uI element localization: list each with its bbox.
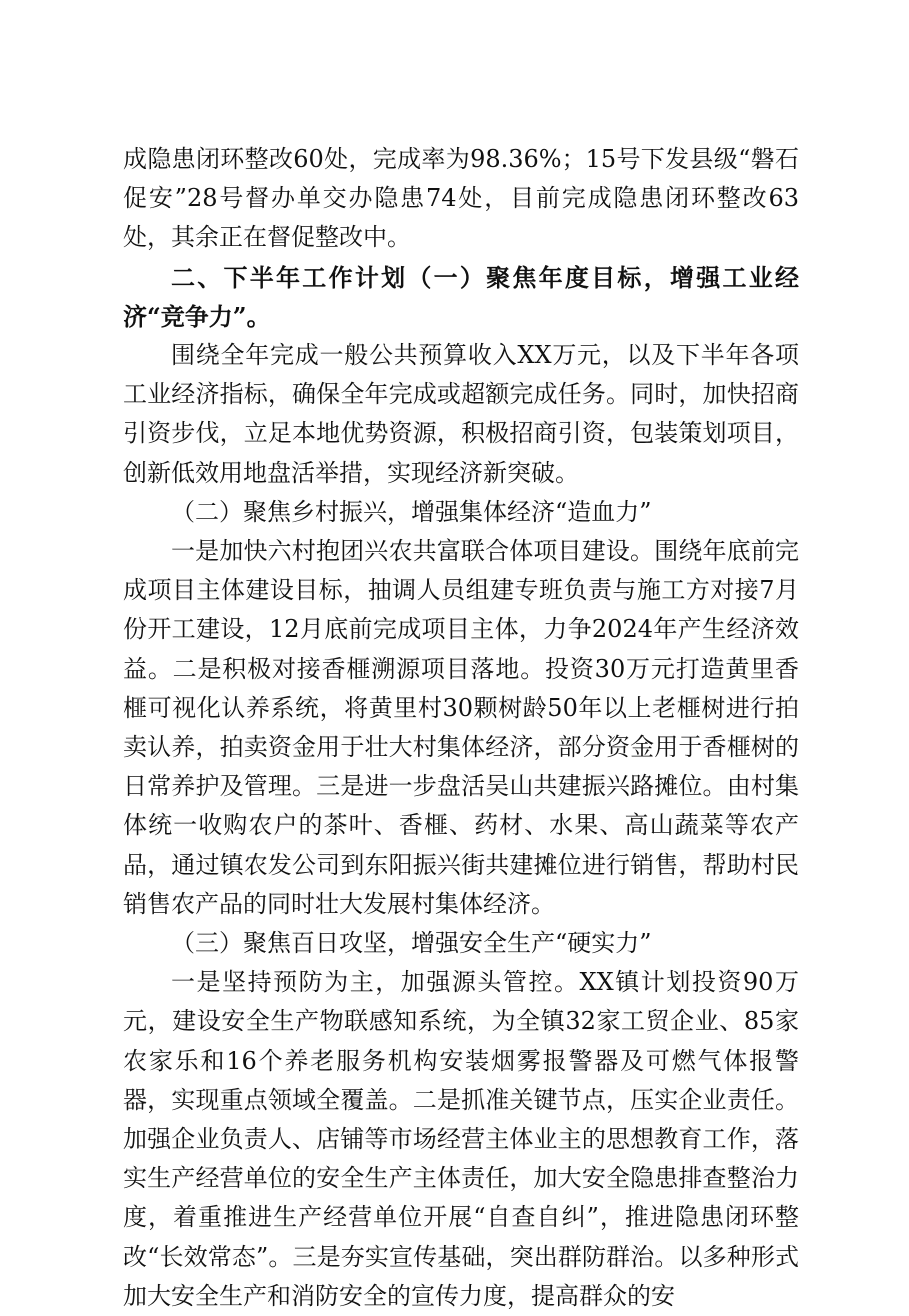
paragraph-continuation: 成隐患闭环整改60处，完成率为98.36%；15号下发县级“磐石促安”28号督办单交办隐患74处，目前完成隐患闭环整改63处，其余正在督促整改中。 [123, 145, 799, 252]
section-heading-work-plan: 二、下半年工作计划（一）聚焦年度目标，增强工业经济“竞争力”。 [123, 262, 799, 331]
document-page [123, 140, 799, 1316]
subheading-rural-revitalization: （二）聚焦乡村振兴，增强集体经济“造血力” [171, 497, 652, 526]
paragraph-collective-economy: 一是加快六村抱团兴农共富联合体项目建设。围绕年底前完成项目主体建设目标，抽调人员组建专班负责与施工方对接7月份开工建设，12月底前完成项目主体，力争2024年产生经济效益。二是积极对接香榧溯源项目落地。投资30万元打造黄里香榧可视化认养系统，将黄里村30颗树龄50年以上老榧树进行拍卖认养，拍卖资金用于壮大村集体经济，部分资金用于香榧树的日常养护及管理。三是进一步盘活吴山共建振兴路摊位。由村集体统一收购农户的茶叶、香榧、药材、水果、高山蔬菜等农产品，通过镇农发公司到东阳振兴街共建摊位进行销售，帮助村民销售农产品的同时壮大发展村集体经济。 [123, 537, 799, 918]
paragraph-industrial-economy: 围绕全年完成一般公共预算收入XX万元，以及下半年各项工业经济指标，确保全年完成或超额完成任务。同时，加快招商引资步伐，立足本地优势资源，积极招商引资，包装策划项目，创新低效用地盘活举措，实现经济新突破。 [123, 341, 799, 487]
paragraph-safety-measures: 一是坚持预防为主，加强源头管控。XX镇计划投资90万元，建设安全生产物联感知系统，为全镇32家工贸企业、85家农家乐和16个养老服务机构安装烟雾报警器及可燃气体报警器，实现重点领域全覆盖。二是抓准关键节点，压实企业责任。加强企业负责人、店铺等市场经营主体业主的思想教育工作，落实生产经营单位的安全生产主体责任，加大安全隐患排查整治力度，着重推进生产经营单位开展“自查自纠”，推进隐患闭环整改“长效常态”。三是夯实宣传基础，突出群防群治。以多种形式加大安全生产和消防安全的宣传力度，提高群众的安 [123, 968, 799, 1310]
subheading-safety-production: （三）聚焦百日攻坚，增强安全生产“硬实力” [171, 929, 652, 958]
